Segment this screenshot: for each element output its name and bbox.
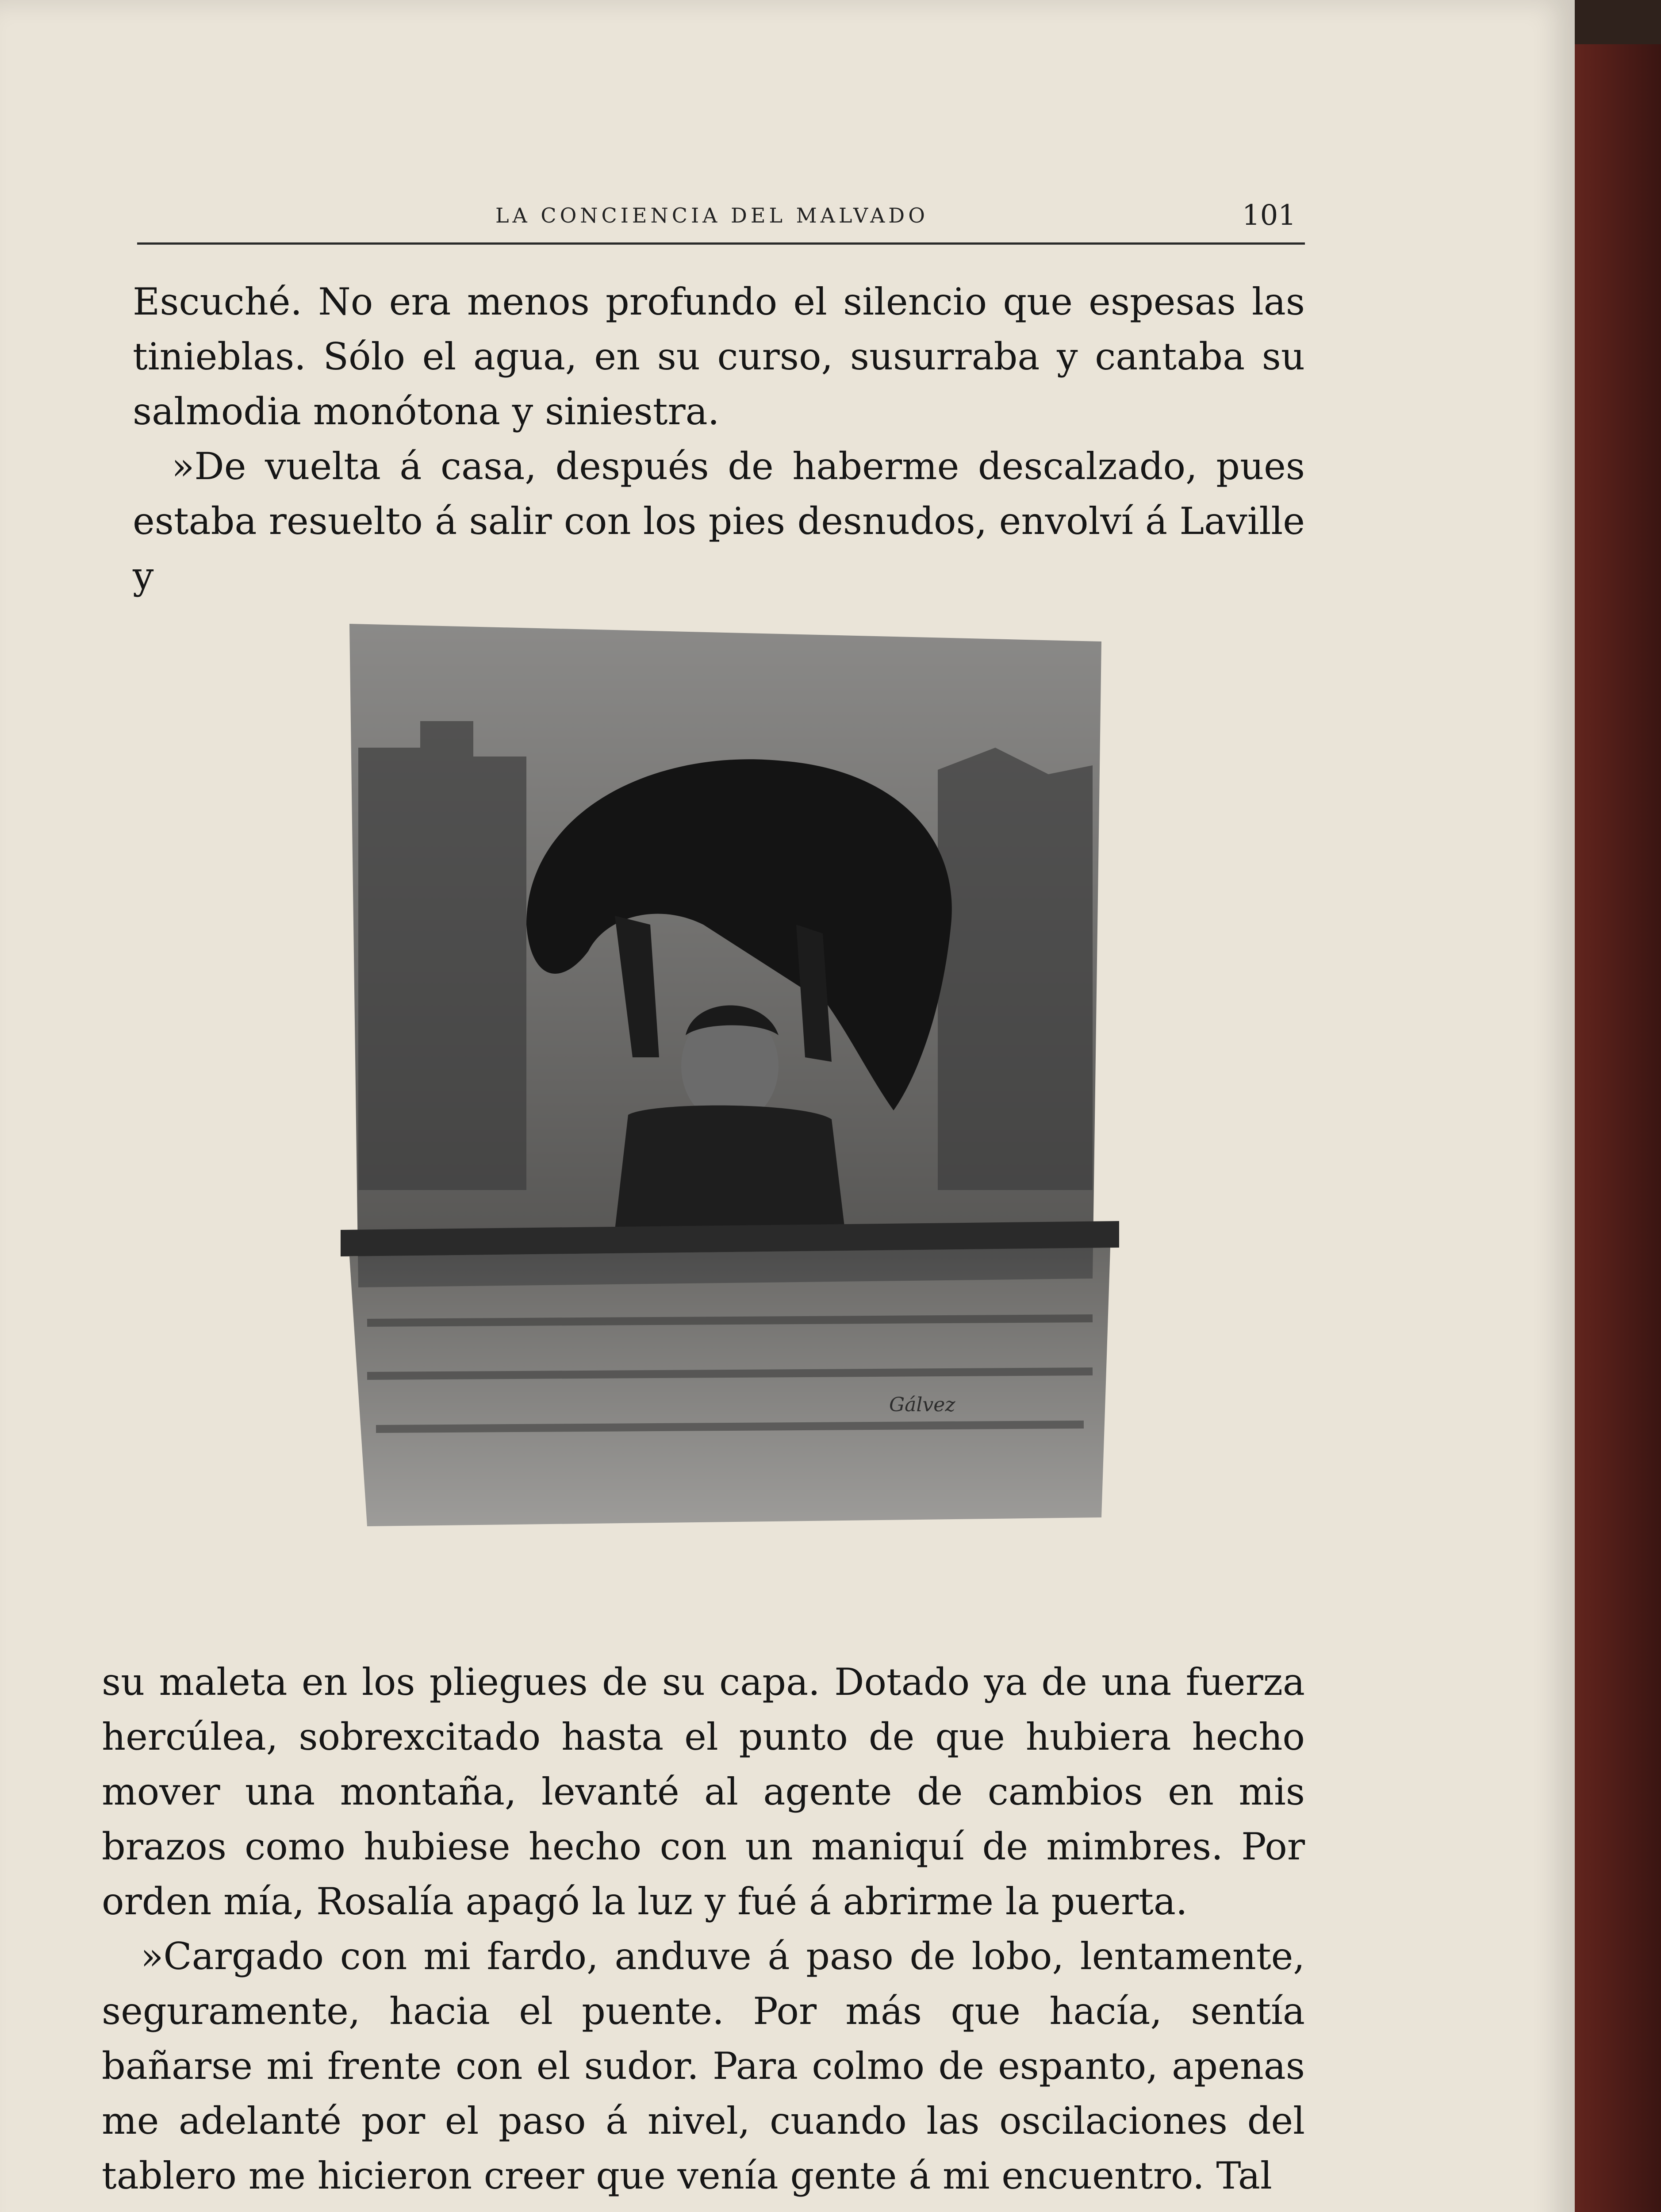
building-right: [938, 748, 1093, 1190]
page-number: 101: [1242, 199, 1296, 232]
artist-signature: Gálvez: [889, 1394, 955, 1416]
running-title: LA CONCIENCIA DEL MALVADO: [495, 204, 928, 227]
text-block-bottom: [102, 1655, 1305, 2203]
man-torso: [615, 1106, 845, 1230]
paragraph: su maleta en los pliegues de su capa. Dotado ya de una fuerza hercúlea, sobrexcitado hasta el punto de que hubiera hecho mover una montaña, levanté al agente de cambios en mis brazos como hubiese hecho con un maniquí de mimbres. Por orden mía, Rosalía apagó la luz y fué á abrirme la puerta.: [102, 1660, 1305, 1923]
engraving-illustration-icon: [341, 615, 1119, 1540]
page-header: [137, 199, 1305, 257]
paragraph: »De vuelta á casa, después de haberme descalzado, pues estaba resuelto á salir con los pies desnudos, envolví á Laville y: [133, 445, 1305, 598]
header-rule: [137, 242, 1305, 245]
building-left: [358, 721, 526, 1190]
paragraph: »Cargado con mi fardo, anduve á paso de lobo, lentamente, seguramente, hacia el puente. Por más que hacía, sentía bañarse mi frente con el sudor. Para colmo de espanto, apenas me adelanté por el paso á nivel, cuando las oscilaciones del tablero me hicieron creer que venía gente á mi encuentro. Tal: [102, 1935, 1305, 2197]
text-block-top: [133, 274, 1305, 603]
illustration-svg: [341, 615, 1119, 1540]
paragraph: Escuché. No era menos profundo el silencio que espesas las tinieblas. Sólo el agua, en su curso, susurraba y cantaba su salmodia monótona y siniestra.: [133, 280, 1305, 433]
river-water: [349, 1248, 1110, 1526]
